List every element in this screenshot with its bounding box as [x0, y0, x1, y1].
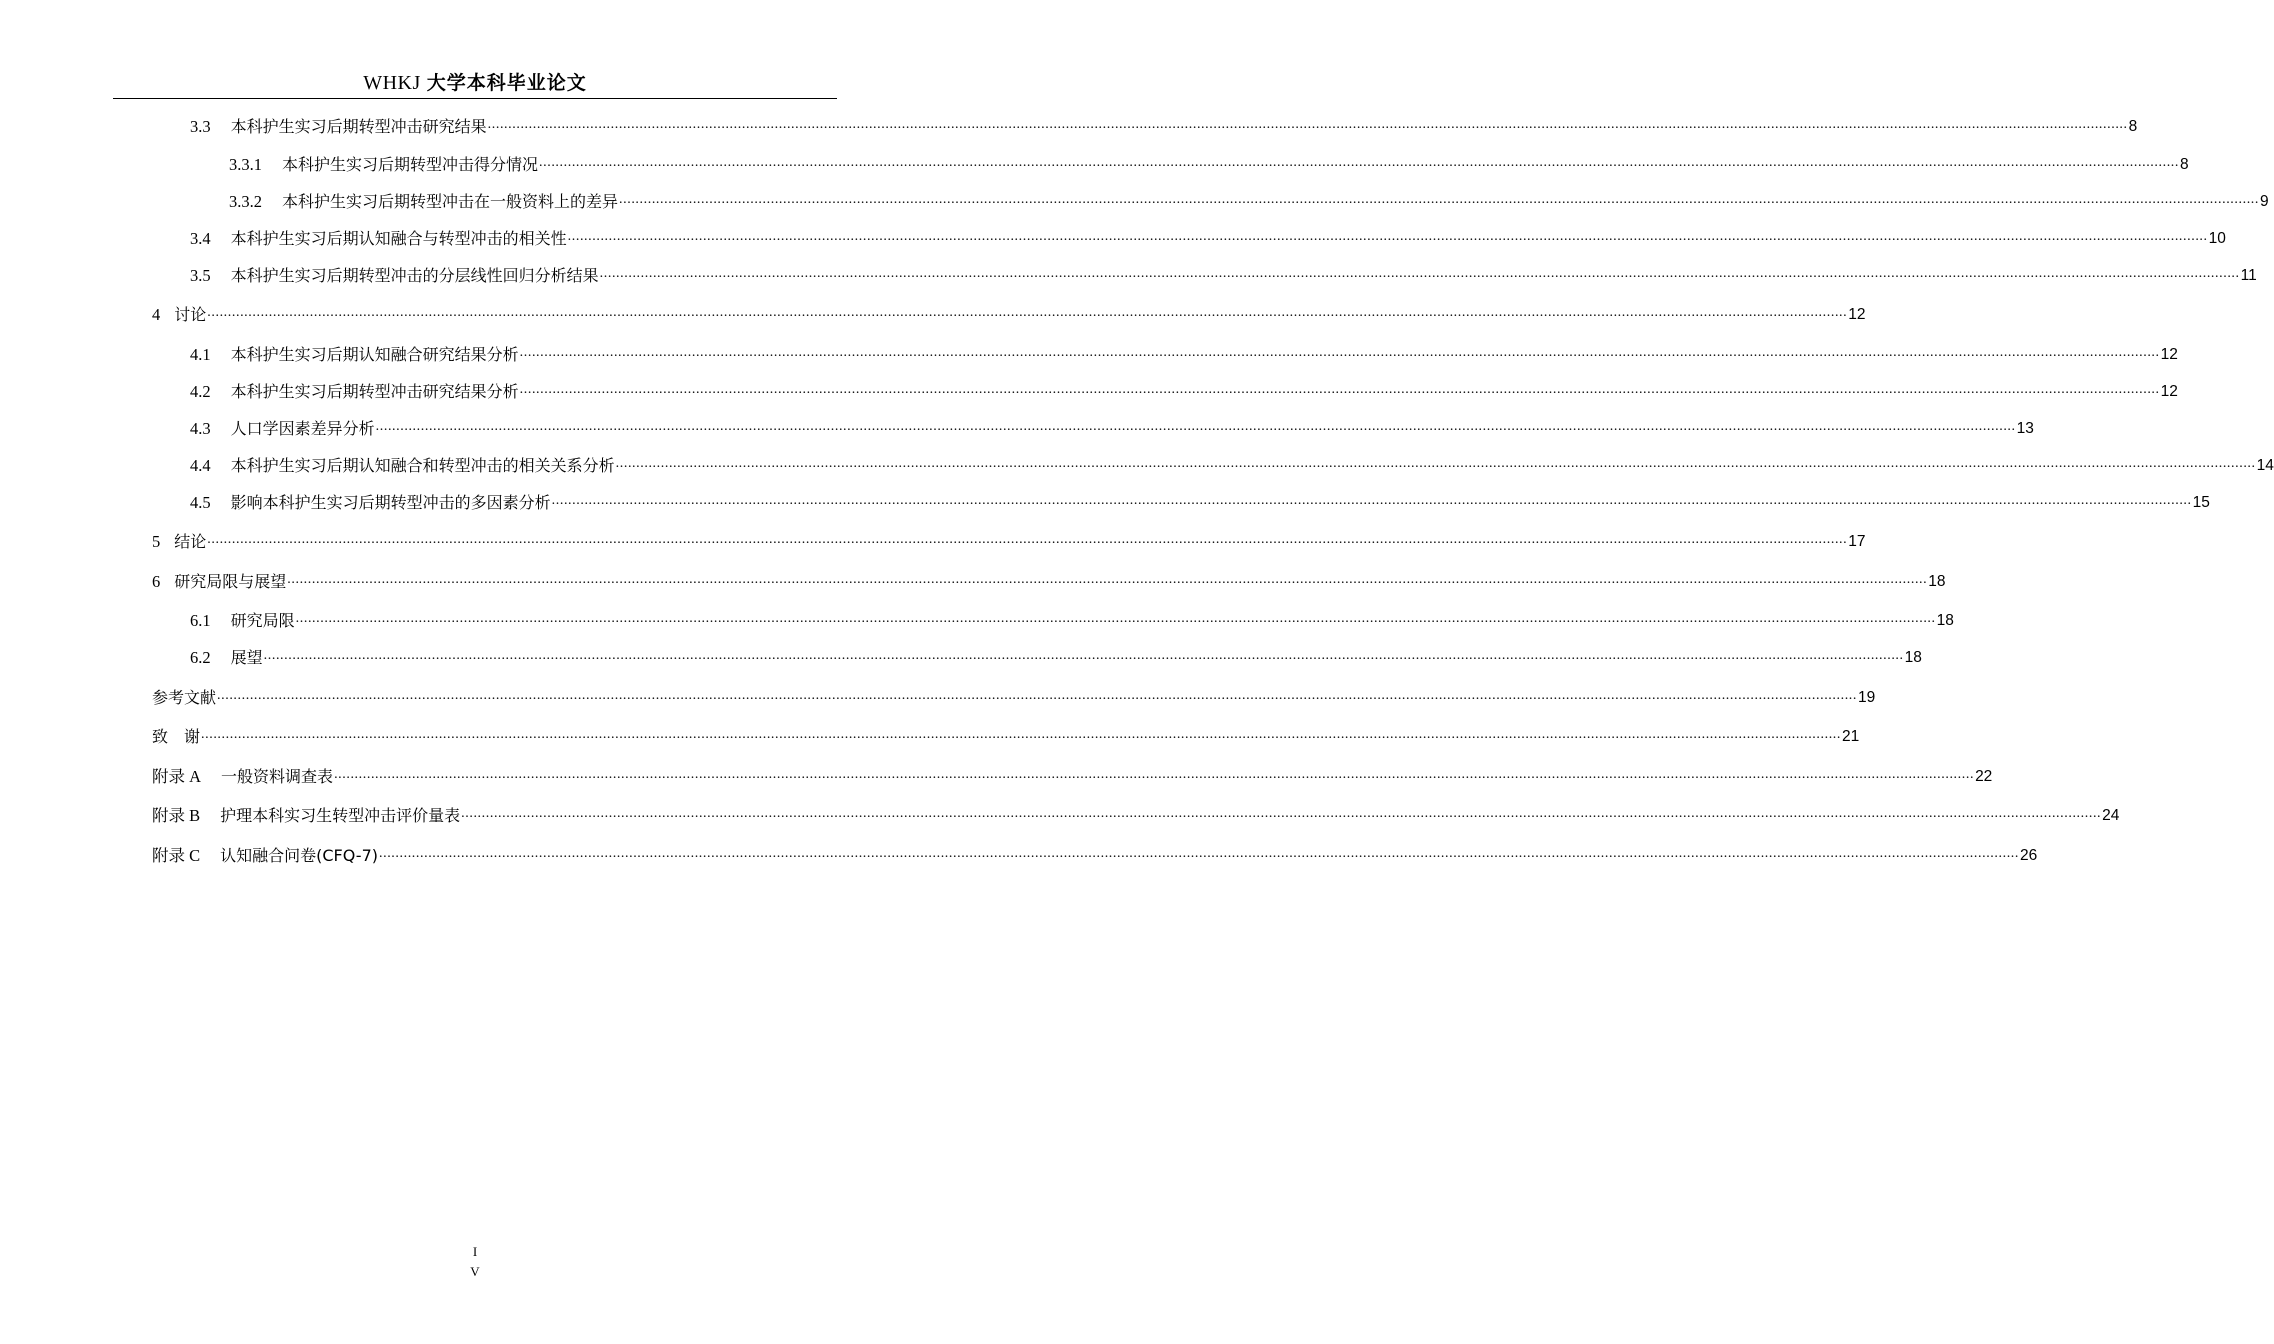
- toc-entry-number: 附录 A: [152, 767, 202, 786]
- toc-dot-leader: ................................................................................................................................................................................................................................................................................................................................................................................................................: [375, 419, 2016, 434]
- toc-entry-number: 附录 B: [152, 806, 201, 825]
- toc-dot-leader: ................................................................................................................................................................................................................................................................................................................................................................................................................: [217, 688, 1858, 703]
- toc-entry-number: 6.2: [190, 648, 211, 667]
- toc-entry-page: 12: [1848, 306, 1866, 323]
- toc-entry-page: 21: [1842, 728, 1860, 745]
- toc-entry[interactable]: [152, 529, 1866, 553]
- toc-dot-leader: ................................................................................................................................................................................................................................................................................................................................................................................................................: [201, 727, 1842, 742]
- toc-entry-number: 5: [152, 532, 161, 551]
- toc-entry-page: 9: [2260, 193, 2269, 210]
- toc-entry[interactable]: [229, 152, 2189, 176]
- toc-dot-leader: ................................................................................................................................................................................................................................................................................................................................................................................................................: [461, 806, 2102, 821]
- toc-entry[interactable]: [152, 803, 2120, 827]
- toc-entry-title: 本科护生实习后期转型冲击在一般资料上的差异: [282, 192, 619, 211]
- toc-dot-leader: ................................................................................................................................................................................................................................................................................................................................................................................................................: [207, 532, 1848, 547]
- header-title: 大学本科毕业论文: [426, 72, 587, 94]
- toc-entry-page: 12: [2160, 383, 2178, 400]
- toc-entry-title: 参考文献: [152, 688, 217, 707]
- toc-entry[interactable]: [229, 189, 2269, 213]
- toc-entry[interactable]: [152, 724, 1860, 748]
- toc-entry-page: 24: [2102, 807, 2120, 824]
- toc-entry-page: 19: [1858, 689, 1876, 706]
- toc-dot-leader: ................................................................................................................................................................................................................................................................................................................................................................................................................: [487, 117, 2128, 132]
- toc-entry-title: 结论: [174, 532, 207, 551]
- toc-dot-leader: ................................................................................................................................................................................................................................................................................................................................................................................................................: [519, 382, 2160, 397]
- toc-entry[interactable]: [190, 453, 2274, 477]
- toc-dot-leader: ................................................................................................................................................................................................................................................................................................................................................................................................................: [379, 846, 2019, 861]
- toc-entry-page: 12: [2160, 346, 2178, 363]
- toc-entry[interactable]: [152, 685, 1876, 709]
- toc-entry-title: 展望: [230, 648, 263, 667]
- toc-dot-leader: ................................................................................................................................................................................................................................................................................................................................................................................................................: [334, 767, 1975, 782]
- toc-entry-title: 讨论: [174, 305, 207, 324]
- toc-entry-title: 影响本科护生实习后期转型冲击的多因素分析: [230, 493, 551, 512]
- toc-entry-page: 14: [2256, 457, 2274, 474]
- toc-entry-page: 8: [2128, 118, 2138, 135]
- toc-dot-leader: ................................................................................................................................................................................................................................................................................................................................................................................................................: [619, 192, 2260, 207]
- toc-dot-leader: ................................................................................................................................................................................................................................................................................................................................................................................................................: [519, 345, 2160, 360]
- toc-entry-title: 本科护生实习后期认知融合与转型冲击的相关性: [230, 229, 567, 248]
- toc-entry-title: 一般资料调查表: [221, 767, 334, 786]
- toc-entry-page: 17: [1848, 533, 1866, 550]
- toc-entry[interactable]: [190, 645, 1922, 669]
- toc-entry[interactable]: [190, 263, 2257, 287]
- toc-entry-page: 13: [2016, 420, 2034, 437]
- toc-entry-number: 3.3.1: [229, 155, 262, 174]
- toc-entry[interactable]: [190, 416, 2034, 440]
- toc-entry-number: 附录 C: [152, 846, 201, 865]
- toc-entry[interactable]: [190, 342, 2178, 366]
- toc-entry-page: 18: [1928, 573, 1946, 590]
- toc-entry-number: 6: [152, 572, 161, 591]
- toc-entry-title: 本科护生实习后期转型冲击得分情况: [282, 155, 539, 174]
- toc-entry-page: 10: [2208, 230, 2226, 247]
- toc-dot-leader: ................................................................................................................................................................................................................................................................................................................................................................................................................: [287, 572, 1928, 587]
- toc-dot-leader: ................................................................................................................................................................................................................................................................................................................................................................................................................: [295, 611, 1936, 626]
- toc-entry-title: 研究局限与展望: [174, 572, 287, 591]
- toc-entry-title: 本科护生实习后期认知融合和转型冲击的相关关系分析: [230, 456, 615, 475]
- toc-dot-leader: ................................................................................................................................................................................................................................................................................................................................................................................................................: [551, 493, 2192, 508]
- toc-entry[interactable]: [190, 379, 2178, 403]
- toc-entry-page: 26: [2020, 847, 2038, 864]
- toc-dot-leader: ................................................................................................................................................................................................................................................................................................................................................................................................................: [263, 648, 1904, 663]
- toc-entry-title: 护理本科实习生转型冲击评价量表: [220, 806, 461, 825]
- toc-entry-number: 4.1: [190, 345, 211, 364]
- toc-entry-title: 本科护生实习后期认知融合研究结果分析: [230, 345, 519, 364]
- toc-entry[interactable]: [190, 226, 2226, 250]
- toc-entry[interactable]: [190, 608, 1954, 632]
- toc-entry-number: 3.3: [190, 117, 211, 136]
- toc-entry-number: 4.5: [190, 493, 211, 512]
- toc-entry-title: 认知融合问卷(CFQ-7): [220, 846, 378, 865]
- toc-entry-title: 研究局限: [230, 611, 295, 630]
- toc-entry-number: 6.1: [190, 611, 211, 630]
- toc-entry-page: 18: [1936, 612, 1954, 629]
- toc-entry-number: 4.4: [190, 456, 211, 475]
- toc-entry-page: 8: [2180, 156, 2189, 173]
- page-number-line2: V: [470, 1264, 480, 1279]
- toc-entry-number: 4: [152, 305, 161, 324]
- toc-entry-title: 本科护生实习后期转型冲击研究结果: [230, 117, 487, 136]
- toc-entry[interactable]: [190, 114, 2138, 138]
- toc-entry-number: 3.5: [190, 266, 211, 285]
- toc-entry-number: 3.4: [190, 229, 211, 248]
- toc-entry-title: 致 谢: [152, 727, 201, 746]
- header-latin: WHKJ: [363, 72, 421, 94]
- toc-entry[interactable]: [152, 569, 1946, 593]
- toc-entry-title: 本科护生实习后期转型冲击研究结果分析: [230, 382, 519, 401]
- toc-entry-title: 本科护生实习后期转型冲击的分层线性回归分析结果: [230, 266, 599, 285]
- toc-entry-number: 4.2: [190, 382, 211, 401]
- toc-entry-page: 15: [2192, 494, 2210, 511]
- toc-entry-page: 18: [1904, 649, 1922, 666]
- toc-dot-leader: ................................................................................................................................................................................................................................................................................................................................................................................................................: [207, 305, 1848, 320]
- toc-entry[interactable]: [190, 490, 2210, 514]
- toc-entry[interactable]: [152, 764, 1993, 788]
- toc-entry-page: 11: [2240, 267, 2257, 284]
- toc-dot-leader: ................................................................................................................................................................................................................................................................................................................................................................................................................: [615, 456, 2256, 471]
- toc-dot-leader: ................................................................................................................................................................................................................................................................................................................................................................................................................: [539, 155, 2180, 170]
- toc-dot-leader: ................................................................................................................................................................................................................................................................................................................................................................................................................: [599, 266, 2240, 281]
- toc-dot-leader: ................................................................................................................................................................................................................................................................................................................................................................................................................: [567, 229, 2208, 244]
- page-number-line1: I: [472, 1244, 478, 1259]
- toc-entry-title: 人口学因素差异分析: [230, 419, 375, 438]
- toc-entry-number: 4.3: [190, 419, 211, 438]
- toc-entry[interactable]: [152, 843, 2038, 867]
- toc-entry-page: 22: [1975, 768, 1993, 785]
- toc-entry[interactable]: [152, 302, 1866, 326]
- toc-entry-number: 3.3.2: [229, 192, 262, 211]
